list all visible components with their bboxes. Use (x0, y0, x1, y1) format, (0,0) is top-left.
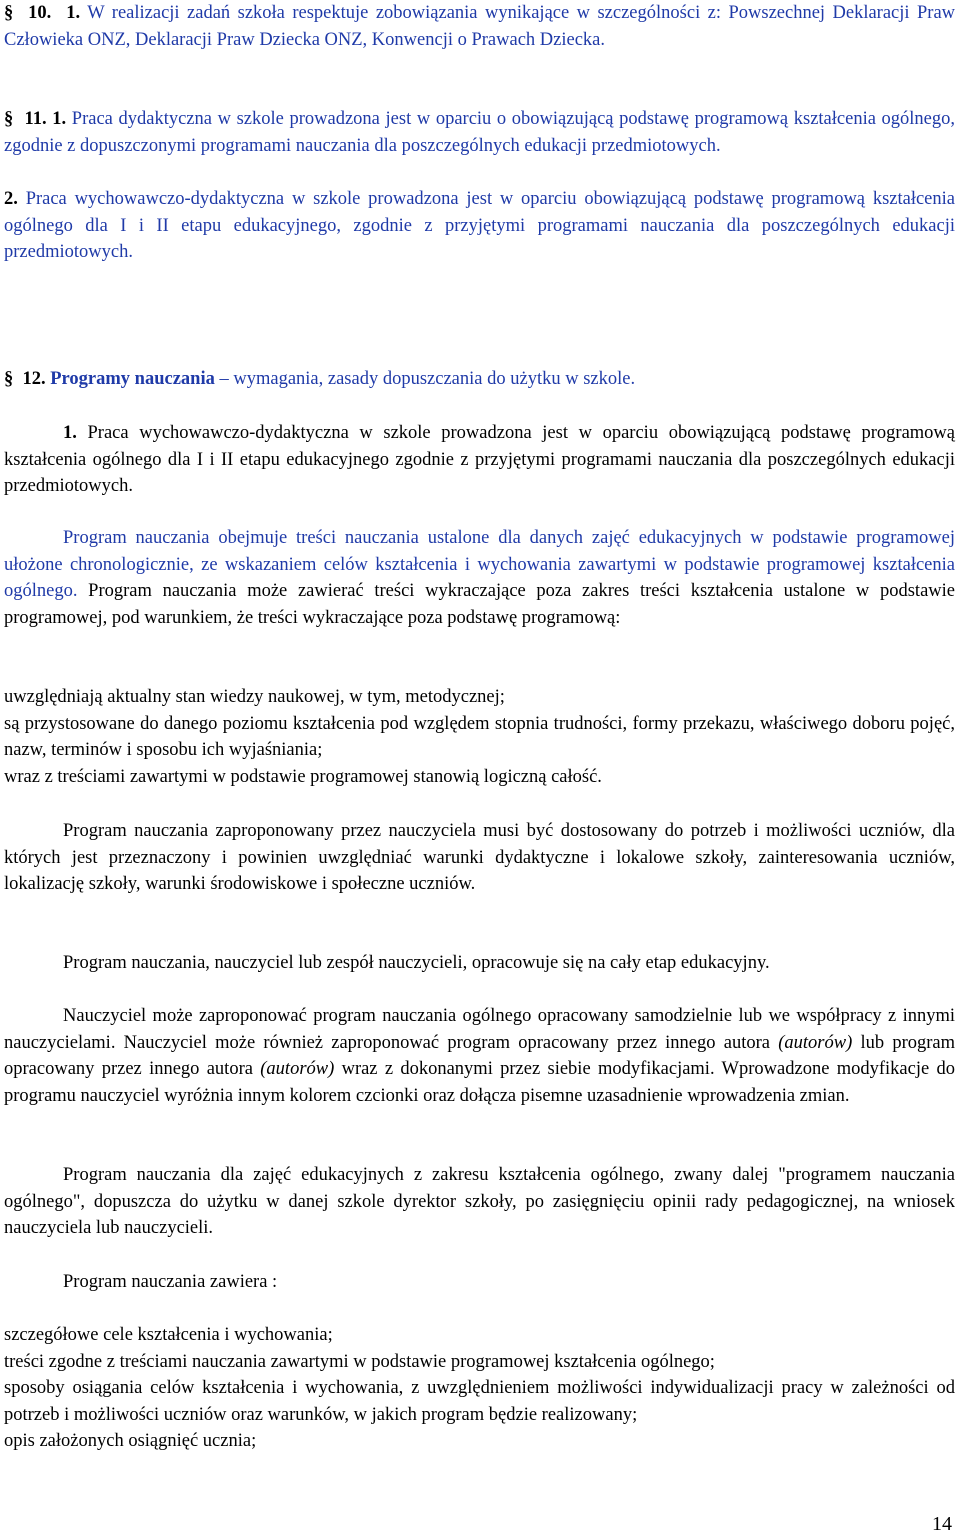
list-item: opis założonych osiągnięć ucznia; (4, 1431, 257, 1452)
point-number: 1. (52, 109, 67, 129)
teacher-program-paragraph: Program nauczania zaproponowany przez nauczyciela musi być dostosowany do potrzeb i możliwości uczniów, dla których jest przeznaczony i powinien uwzględniać warunki dydaktyczne i lokalowe szkoły, zainteresowania uczniów, lokalizację szkoły, warunki środowiskowe i społeczne uczniów. (4, 821, 955, 895)
proposal-italic-1: (autorów) (778, 1032, 853, 1053)
section-12-point-1 (4, 420, 955, 500)
point-number: 2. (4, 189, 18, 209)
point-number: 1. (63, 423, 77, 443)
proposal-text-1: Nauczyciel może zaproponować program nauczania ogólnego opracowany samodzielnie lub we współpracy z innymi nauczycielami. Nauczyciel może również zaproponować program opracowany przez innego autora (4, 1006, 955, 1053)
section-number: 12. (22, 369, 46, 389)
page-number: 14 (932, 1513, 952, 1535)
proposal-italic-2: (autorów) (260, 1059, 335, 1080)
approval-paragraph: Program nauczania dla zajęć edukacyjnych z zakresu kształcenia ogólnego, zwany dalej "programem nauczania ogólnego", dopuszcza do użytku w danej szkole dyrektor szkoły, po zasięgnięciu opinii rady pedagogicznej, na wniosek nauczyciela lub nauczycieli. (4, 1165, 955, 1239)
stage-program-paragraph: Program nauczania, nauczyciel lub zespół nauczycieli, opracowuje się na cały etap edukacyjny. (63, 953, 770, 973)
proposal-text-2: lub program opracowany przez innego autora (4, 1032, 956, 1080)
section-12-point-1-text: Praca wychowawczo-dydaktyczna w szkole prowadzona jest w oparciu obowiązującą podstawę programową kształcenia ogólnego dla I i II etapu edukacyjnego zgodnie z przyjętymi programami nauczania dla poszczególnych edukacji przedmiotowych. (4, 423, 955, 497)
section-12-title-rest: – wymagania, zasady dopuszczania do użytku w szkole. (219, 369, 636, 389)
program-definition-paragraph (4, 525, 955, 631)
list-item: są przystosowane do danego poziomu kształcenia pod względem stopnia trudności, formy przekazu, właściwego doboru pojęć, nazw, terminów i sposobu ich wyjaśniania; (4, 713, 955, 761)
list-item: uwzględniają aktualny stan wiedzy naukowej, w tym, metodycznej; (4, 687, 505, 707)
list-item: wraz z treściami zawartymi w podstawie programowej stanowią logiczną całość. (4, 766, 602, 787)
section-mark: § (4, 369, 14, 389)
point-number: 1. (66, 3, 81, 23)
section-mark: § (4, 109, 14, 129)
list-item: treści zgodne z treściami nauczania zawartymi w podstawie programowej kształcenia ogólnego; (4, 1351, 715, 1372)
program-contents-heading: Program nauczania zawiera : (63, 1272, 278, 1292)
section-12-title-bold: Programy nauczania (50, 369, 215, 389)
program-definition-blue: Program nauczania obejmuje treści nauczania ustalone dla danych zajęć edukacyjnych w podstawie programowej ułożone chronologicznie, ze wskazaniem celów kształcenia i wychowania zawartymi w podstawie programowej kształcenia ogólnego. (4, 528, 955, 602)
section-11-point-2 (4, 186, 955, 266)
teacher-proposal-paragraph (4, 1003, 955, 1109)
section-11-point-2-text: Praca wychowawczo-dydaktyczna w szkole prowadzona jest w oparciu obowiązującą podstawę programową kształcenia ogólnego dla I i II etapu edukacyjnego, zgodnie z przyjętymi programami nauczania dla poszczególnych edukacji przedmiotowych. (4, 189, 955, 263)
section-number: 11. (24, 109, 47, 129)
proposal-text-3: wraz z dokonanymi przez siebie modyfikacjami. Wprowadzone modyfikacje do programu nauczyciel wyróżnia innym kolorem czcionki oraz dołącza pisemne uzasadnienie wprowadzenia zmian. (4, 1059, 955, 1106)
section-11-point-1-text: Praca dydaktyczna w szkole prowadzona jest w oparciu o obowiązującą podstawę programową kształcenia ogólnego, zgodnie z dopuszczonymi programami nauczania dla poszczególnych edukacji przedmiotowych. (4, 109, 956, 156)
section-10-paragraph (4, 0, 955, 53)
conditions-list (4, 684, 955, 790)
section-mark: § (4, 3, 14, 23)
program-definition-rest: Program nauczania może zawierać treści wykraczające poza zakres treści kształcenia ustalone w podstawie programowej, pod warunkiem, że treści wykraczające poza podstawę programową: (4, 581, 955, 628)
section-12-title (4, 366, 955, 393)
program-contents-list (4, 1322, 955, 1455)
section-10-text: W realizacji zadań szkoła respektuje zobowiązania wynikające w szczególności z: Powszechnej Deklaracji Praw Człowieka ONZ, Deklaracji Praw Dziecka ONZ, Konwencji o Prawach Dziecka. (4, 3, 956, 50)
list-item: sposoby osiągania celów kształcenia i wychowania, z uwzględnieniem możliwości indywidualizacji pracy w zależności od potrzeb i możliwości uczniów oraz warunków, w jakich program będzie realizowany; (4, 1378, 955, 1425)
section-11-point-1 (4, 106, 955, 159)
list-item: szczegółowe cele kształcenia i wychowania; (4, 1325, 333, 1345)
section-number: 10. (28, 3, 52, 23)
